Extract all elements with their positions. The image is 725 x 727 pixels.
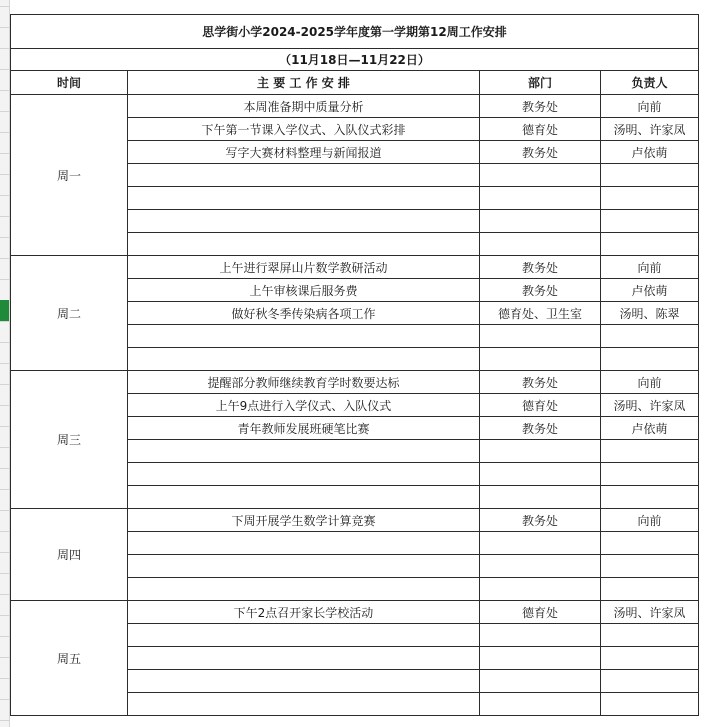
- header-dept[interactable]: 部门: [480, 71, 601, 95]
- row-header-divider: [0, 279, 9, 280]
- dept-cell[interactable]: 教务处: [480, 279, 601, 302]
- task-cell[interactable]: [128, 210, 480, 233]
- day-label[interactable]: 周四: [11, 509, 128, 601]
- row-header-strip: [0, 0, 10, 727]
- row-header-divider: [0, 321, 9, 322]
- row-header-divider: [0, 573, 9, 574]
- table-row: [11, 95, 699, 118]
- row-header-divider: [0, 195, 9, 196]
- owner-cell[interactable]: [601, 532, 699, 555]
- task-cell[interactable]: [128, 486, 480, 509]
- task-cell[interactable]: 下周开展学生数学计算竞赛: [128, 509, 480, 532]
- task-cell[interactable]: [128, 348, 480, 371]
- owner-cell[interactable]: 卢依萌: [601, 417, 699, 440]
- owner-cell[interactable]: [601, 187, 699, 210]
- task-cell[interactable]: [128, 647, 480, 670]
- task-cell[interactable]: [128, 187, 480, 210]
- owner-cell[interactable]: 向前: [601, 95, 699, 118]
- dept-cell[interactable]: [480, 164, 601, 187]
- dept-cell[interactable]: [480, 463, 601, 486]
- owner-cell[interactable]: [601, 578, 699, 601]
- dept-cell[interactable]: 教务处: [480, 371, 601, 394]
- owner-cell[interactable]: [601, 693, 699, 716]
- owner-cell[interactable]: [601, 348, 699, 371]
- table-row: [11, 601, 699, 624]
- owner-cell[interactable]: 向前: [601, 256, 699, 279]
- row-header-divider: [0, 426, 9, 427]
- row-header-divider: [0, 405, 9, 406]
- task-cell[interactable]: 下午第一节课入学仪式、入队仪式彩排: [128, 118, 480, 141]
- row-header-divider: [0, 447, 9, 448]
- dept-cell[interactable]: [480, 440, 601, 463]
- row-header-divider: [0, 720, 9, 721]
- header-work[interactable]: 主 要 工 作 安 排: [128, 71, 480, 95]
- row-header-divider: [0, 594, 9, 595]
- owner-cell[interactable]: [601, 486, 699, 509]
- dept-cell[interactable]: [480, 647, 601, 670]
- row-header-divider: [0, 111, 9, 112]
- row-header-divider: [0, 90, 9, 91]
- dept-cell[interactable]: [480, 624, 601, 647]
- task-cell[interactable]: 做好秋冬季传染病各项工作: [128, 302, 480, 325]
- row-header-divider: [0, 531, 9, 532]
- owner-cell[interactable]: 汤明、许家凤: [601, 601, 699, 624]
- owner-cell[interactable]: 卢依萌: [601, 279, 699, 302]
- owner-cell[interactable]: 汤明、许家凤: [601, 118, 699, 141]
- row-header-divider: [0, 237, 9, 238]
- owner-cell[interactable]: [601, 670, 699, 693]
- row-header-divider: [0, 48, 9, 49]
- owner-cell[interactable]: [601, 555, 699, 578]
- task-cell[interactable]: 提醒部分教师继续教育学时数要达标: [128, 371, 480, 394]
- dept-cell[interactable]: [480, 187, 601, 210]
- task-cell[interactable]: 上午进行翠屏山片数学教研活动: [128, 256, 480, 279]
- row-header-divider: [0, 510, 9, 511]
- owner-cell[interactable]: 卢依萌: [601, 141, 699, 164]
- dept-cell[interactable]: [480, 486, 601, 509]
- row-header-divider: [0, 258, 9, 259]
- task-cell[interactable]: [128, 555, 480, 578]
- table-row: [11, 256, 699, 279]
- row-header-divider: [0, 678, 9, 679]
- row-header-divider: [0, 552, 9, 553]
- task-cell[interactable]: [128, 463, 480, 486]
- row-header-divider: [0, 174, 9, 175]
- row-header-divider: [0, 699, 9, 700]
- task-cell[interactable]: 写字大赛材料整理与新闻报道: [128, 141, 480, 164]
- row-header-divider: [0, 6, 9, 7]
- row-header-divider: [0, 468, 9, 469]
- dept-cell[interactable]: [480, 210, 601, 233]
- dept-cell[interactable]: 德育处: [480, 394, 601, 417]
- table-row: [11, 371, 699, 394]
- owner-cell[interactable]: [601, 463, 699, 486]
- row-header-divider: [0, 27, 9, 28]
- active-row-indicator: [0, 300, 9, 321]
- task-cell[interactable]: [128, 670, 480, 693]
- owner-cell[interactable]: 汤明、许家凤: [601, 394, 699, 417]
- dept-cell[interactable]: [480, 578, 601, 601]
- row-header-divider: [0, 69, 9, 70]
- day-label[interactable]: 周五: [11, 601, 128, 716]
- table-row: [11, 509, 699, 532]
- task-cell[interactable]: 上午审核课后服务费: [128, 279, 480, 302]
- dept-cell[interactable]: 教务处: [480, 417, 601, 440]
- dept-cell[interactable]: 教务处: [480, 95, 601, 118]
- task-cell[interactable]: [128, 693, 480, 716]
- day-label[interactable]: 周一: [11, 95, 128, 256]
- day-label[interactable]: 周二: [11, 256, 128, 371]
- row-header-divider: [0, 363, 9, 364]
- row-header-divider: [0, 489, 9, 490]
- dept-cell[interactable]: 教务处: [480, 509, 601, 532]
- header-owner[interactable]: 负责人: [601, 71, 699, 95]
- task-cell[interactable]: 上午9点进行入学仪式、入队仪式: [128, 394, 480, 417]
- task-cell[interactable]: [128, 532, 480, 555]
- task-cell[interactable]: 下午2点召开家长学校活动: [128, 601, 480, 624]
- header-time[interactable]: 时间: [11, 71, 128, 95]
- row-header-divider: [0, 132, 9, 133]
- task-cell[interactable]: 青年教师发展班硬笔比赛: [128, 417, 480, 440]
- row-header-divider: [0, 615, 9, 616]
- owner-cell[interactable]: [601, 440, 699, 463]
- row-header-divider: [0, 636, 9, 637]
- row-header-divider: [0, 153, 9, 154]
- task-cell[interactable]: 本周准备期中质量分析: [128, 95, 480, 118]
- row-header-divider: [0, 342, 9, 343]
- dept-cell[interactable]: 德育处、卫生室: [480, 302, 601, 325]
- owner-cell[interactable]: [601, 647, 699, 670]
- task-cell[interactable]: [128, 325, 480, 348]
- owner-cell[interactable]: [601, 164, 699, 187]
- row-header-divider: [0, 216, 9, 217]
- dept-cell[interactable]: [480, 532, 601, 555]
- dept-cell[interactable]: 德育处: [480, 118, 601, 141]
- owner-cell[interactable]: [601, 624, 699, 647]
- task-cell[interactable]: [128, 624, 480, 647]
- dept-cell[interactable]: [480, 693, 601, 716]
- task-cell[interactable]: [128, 164, 480, 187]
- dept-cell[interactable]: [480, 325, 601, 348]
- dept-cell[interactable]: 教务处: [480, 256, 601, 279]
- task-cell[interactable]: [128, 233, 480, 256]
- task-cell[interactable]: [128, 578, 480, 601]
- dept-cell[interactable]: [480, 555, 601, 578]
- dept-cell[interactable]: 教务处: [480, 141, 601, 164]
- schedule-title[interactable]: 思学街小学2024-2025学年度第一学期第12周工作安排: [11, 15, 699, 49]
- owner-cell[interactable]: 向前: [601, 509, 699, 532]
- day-label[interactable]: 周三: [11, 371, 128, 509]
- dept-cell[interactable]: [480, 348, 601, 371]
- dept-cell[interactable]: [480, 670, 601, 693]
- row-header-divider: [0, 384, 9, 385]
- dept-cell[interactable]: [480, 233, 601, 256]
- owner-cell[interactable]: 汤明、陈翠: [601, 302, 699, 325]
- task-cell[interactable]: [128, 440, 480, 463]
- work-schedule-table: [10, 14, 699, 716]
- owner-cell[interactable]: [601, 325, 699, 348]
- owner-cell[interactable]: [601, 210, 699, 233]
- owner-cell[interactable]: [601, 233, 699, 256]
- owner-cell[interactable]: 向前: [601, 371, 699, 394]
- date-range[interactable]: （11月18日—11月22日）: [11, 49, 699, 71]
- dept-cell[interactable]: 德育处: [480, 601, 601, 624]
- row-header-divider: [0, 657, 9, 658]
